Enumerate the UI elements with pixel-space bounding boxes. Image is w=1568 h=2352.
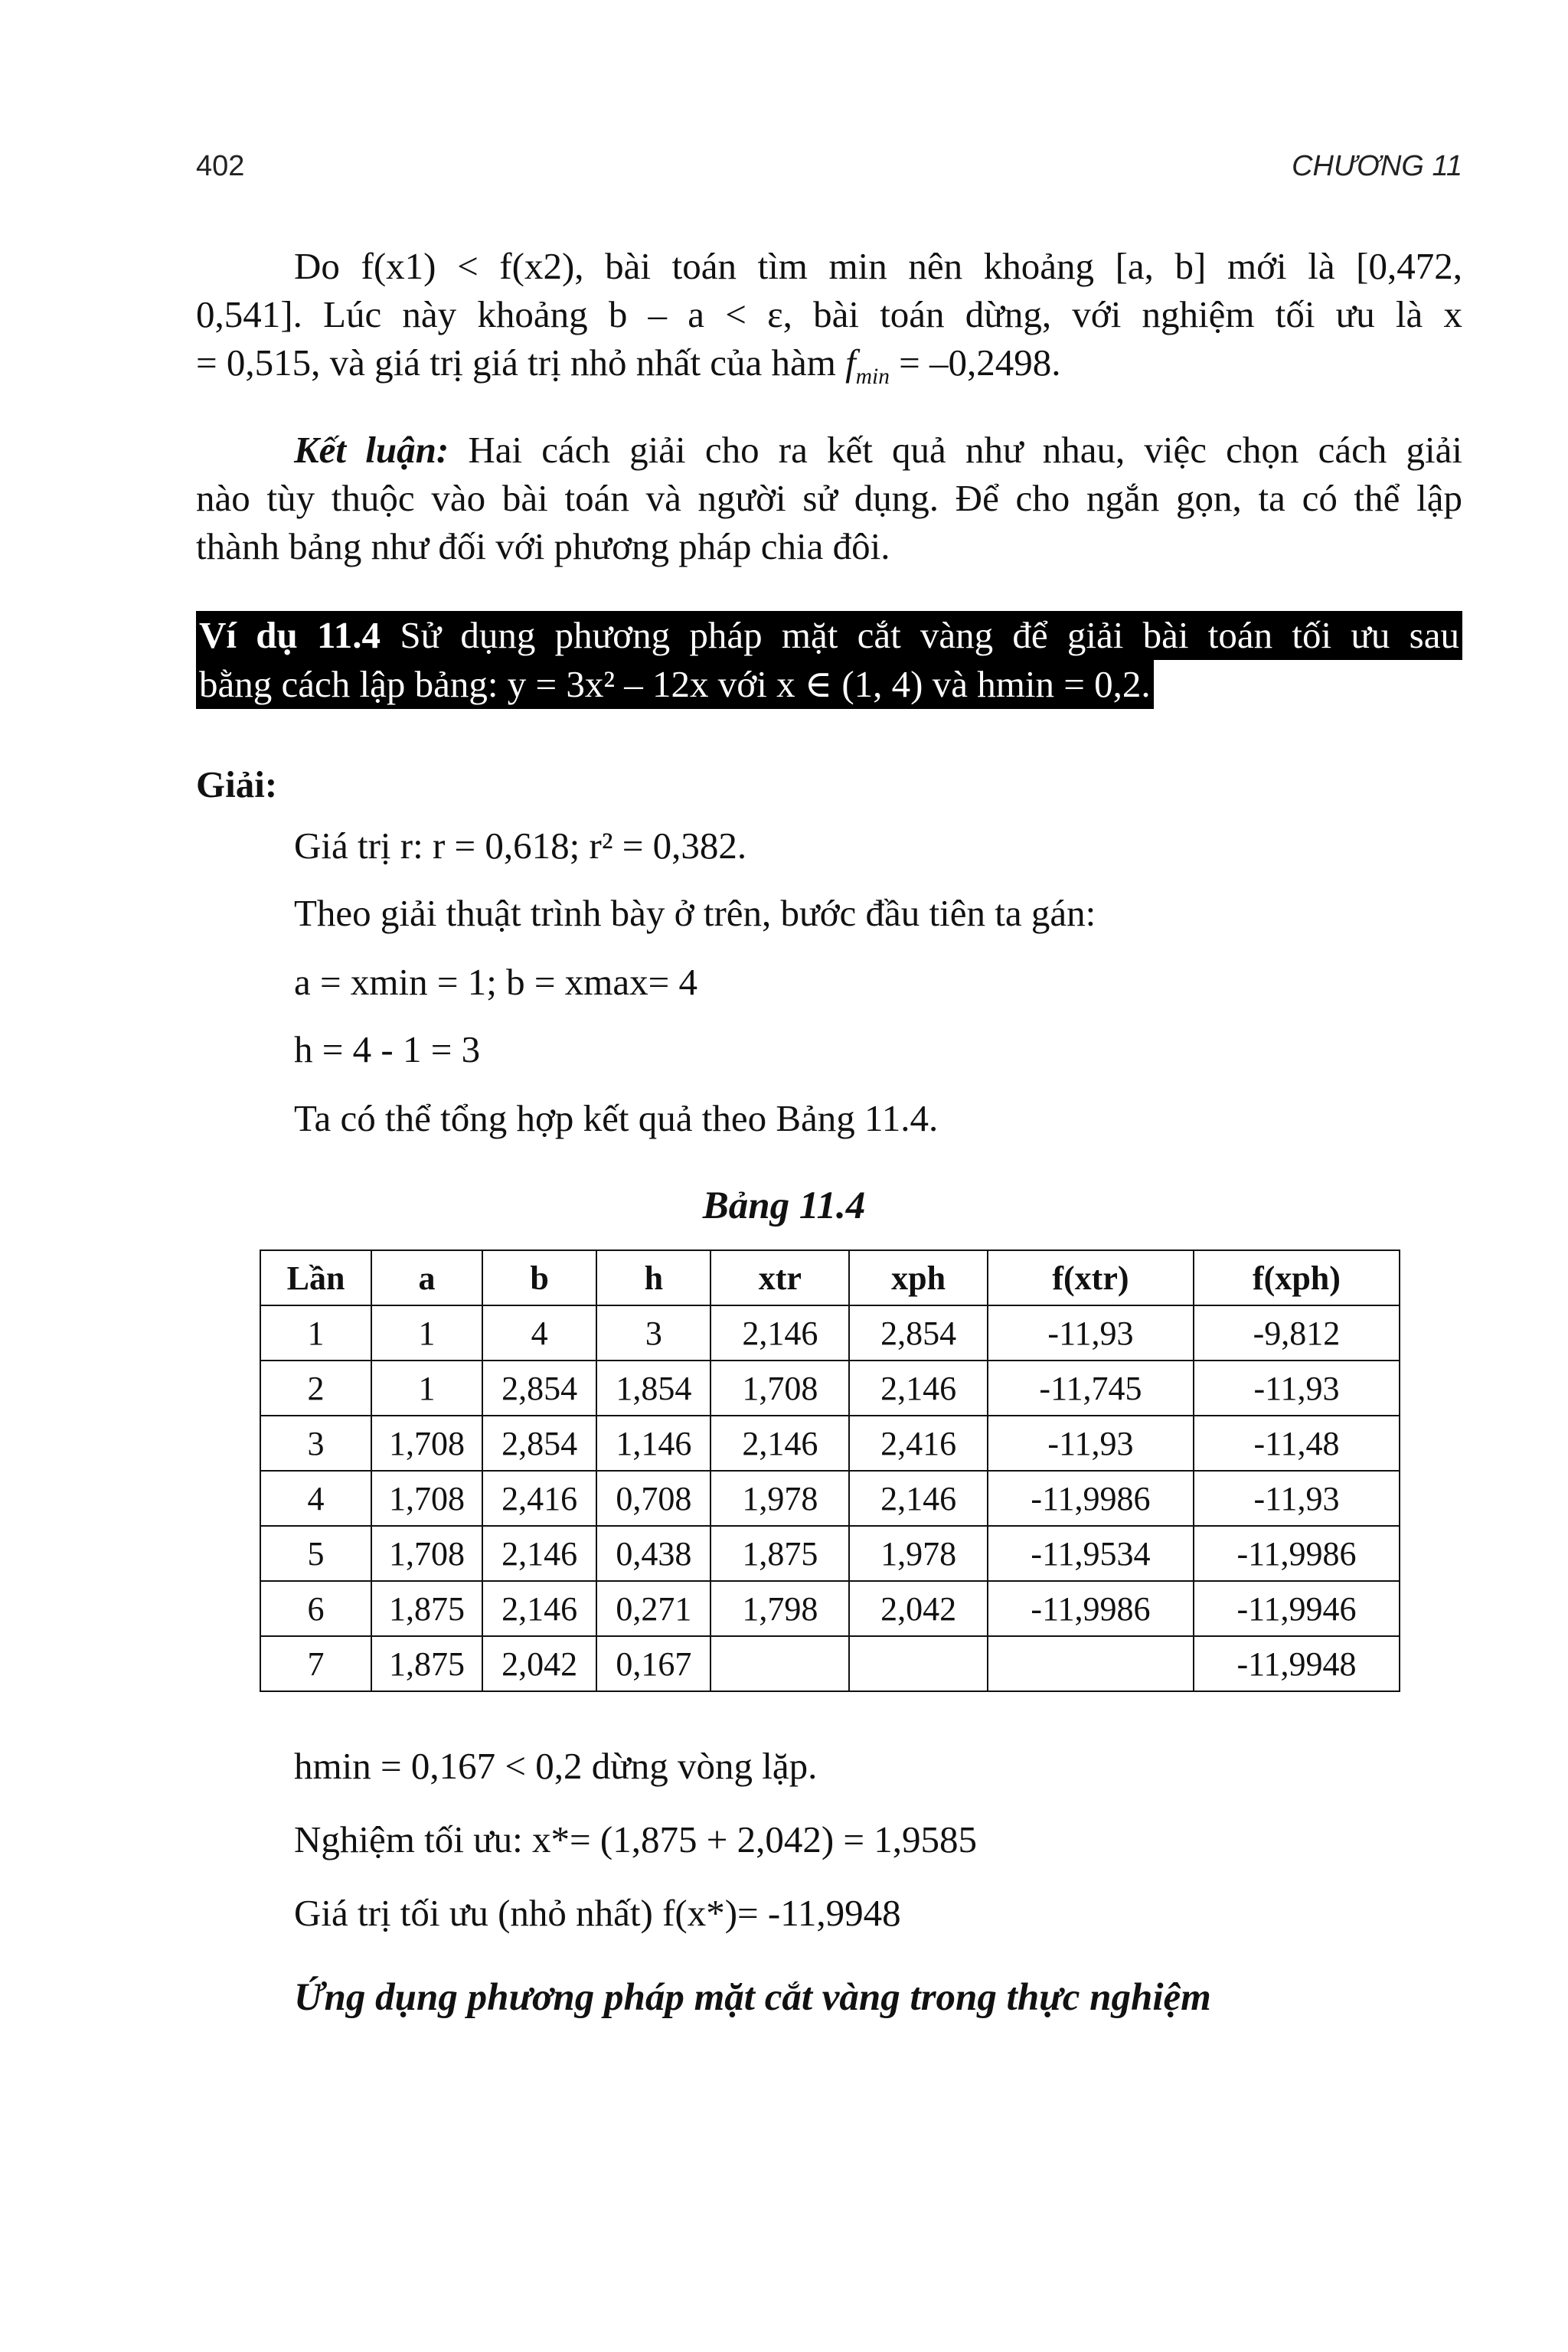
step-algorithm: Theo giải thuật trình bày ở trên, bước đầu tiên ta gán: xyxy=(294,892,1096,934)
table-cell: 6 xyxy=(260,1581,371,1636)
table-cell: 2,146 xyxy=(482,1526,596,1581)
example-line2: bằng cách lập bảng: y = 3x² – 12x với x ∈ (1, 4) và hmin = 0,2. xyxy=(196,660,1154,709)
table-cell: -11,9986 xyxy=(988,1581,1194,1636)
table-header-cell: xtr xyxy=(710,1250,849,1305)
step-assign: a = xmin = 1; b = xmax= 4 xyxy=(294,961,697,1003)
conclusion-line1: Kết luận: Hai cách giải cho ra kết quả như nhau, việc chọn cách giải xyxy=(294,429,1462,471)
table-cell: 1,708 xyxy=(710,1361,849,1416)
table-cell: 2,146 xyxy=(849,1361,988,1416)
solution-heading: Giải: xyxy=(196,763,278,805)
table-header-cell: f(xtr) xyxy=(988,1250,1194,1305)
table-row xyxy=(260,1361,1400,1416)
table-cell: 7 xyxy=(260,1636,371,1691)
table-cell: 2,146 xyxy=(849,1471,988,1526)
table-cell: 1,798 xyxy=(710,1581,849,1636)
table-cell: -11,93 xyxy=(1194,1361,1400,1416)
table-cell: -11,9948 xyxy=(1194,1636,1400,1691)
conclusion-line2: nào tùy thuộc vào bài toán và người sử dụng. Để cho ngắn gọn, ta có thể lập xyxy=(196,477,1462,519)
table-row xyxy=(260,1305,1400,1361)
table-cell: -11,93 xyxy=(1194,1471,1400,1526)
table-cell: 0,271 xyxy=(596,1581,710,1636)
table-header-cell: f(xph) xyxy=(1194,1250,1400,1305)
example-line1: Ví dụ 11.4 Sử dụng phương pháp mặt cắt vàng để giải bài toán tối ưu sau xyxy=(196,611,1462,660)
table-header-row xyxy=(260,1250,1400,1305)
table-cell xyxy=(710,1636,849,1691)
table-cell: -11,9986 xyxy=(1194,1526,1400,1581)
results-table xyxy=(260,1250,1400,1692)
table-cell: 0,167 xyxy=(596,1636,710,1691)
table-header-cell: h xyxy=(596,1250,710,1305)
table-cell: 5 xyxy=(260,1526,371,1581)
table-cell: 1,978 xyxy=(710,1471,849,1526)
table-cell: 2,854 xyxy=(849,1305,988,1361)
table-cell: 1,875 xyxy=(371,1581,482,1636)
example-box xyxy=(196,611,1462,709)
table-header-cell: b xyxy=(482,1250,596,1305)
table-cell: 2,042 xyxy=(482,1636,596,1691)
table-cell: 1 xyxy=(371,1361,482,1416)
table-cell: 2,146 xyxy=(710,1416,849,1471)
chapter-title: CHƯƠNG 11 xyxy=(1292,150,1462,182)
table-row xyxy=(260,1471,1400,1526)
step-h: h = 4 - 1 = 3 xyxy=(294,1028,481,1070)
table-cell: 1,875 xyxy=(371,1636,482,1691)
table-cell: 4 xyxy=(482,1305,596,1361)
table-cell: -11,93 xyxy=(988,1305,1194,1361)
step-r-value: Giá trị r: r = 0,618; r² = 0,382. xyxy=(294,825,747,867)
table-header-cell: a xyxy=(371,1250,482,1305)
table-cell: 0,708 xyxy=(596,1471,710,1526)
table-cell: 1,875 xyxy=(710,1526,849,1581)
table-cell: 3 xyxy=(260,1416,371,1471)
table-cell: 1,854 xyxy=(596,1361,710,1416)
table-row xyxy=(260,1526,1400,1581)
para1-line3: = 0,515, và giá trị giá trị nhỏ nhất của hàm $f_{min} = -0,2498$. xyxy=(196,341,1061,389)
table-cell: 2 xyxy=(260,1361,371,1416)
table-cell xyxy=(849,1636,988,1691)
table-cell: 1,708 xyxy=(371,1416,482,1471)
table-cell: 2,416 xyxy=(482,1471,596,1526)
table-cell: 2,146 xyxy=(710,1305,849,1361)
table-cell: 1,978 xyxy=(849,1526,988,1581)
table-cell: -11,745 xyxy=(988,1361,1194,1416)
table-title: Bảng 11.4 xyxy=(702,1184,866,1227)
table-cell: -11,48 xyxy=(1194,1416,1400,1471)
table-cell: -11,9946 xyxy=(1194,1581,1400,1636)
paragraph-result xyxy=(196,242,1462,387)
table-cell: 2,854 xyxy=(482,1416,596,1471)
paragraph-conclusion xyxy=(196,426,1462,570)
para1-line2: 0,541]. Lúc này khoảng b – a < ε, bài toán dừng, với nghiệm tối ưu là x xyxy=(196,293,1462,335)
table-cell: -9,812 xyxy=(1194,1305,1400,1361)
table-header-cell: Lần xyxy=(260,1250,371,1305)
table-header-cell: xph xyxy=(849,1250,988,1305)
result-value: Giá trị tối ưu (nhỏ nhất) f(x*)= -11,9948 xyxy=(294,1892,901,1934)
table-cell: -11,9534 xyxy=(988,1526,1194,1581)
result-hmin: hmin = 0,167 < 0,2 dừng vòng lặp. xyxy=(294,1745,818,1787)
page-number: 402 xyxy=(196,150,245,182)
table-row xyxy=(260,1636,1400,1691)
para1-line1: Do f(x1) < f(x2), bài toán tìm min nên khoảng [a, b] mới là [0,472, xyxy=(294,245,1462,287)
table-cell: 2,416 xyxy=(849,1416,988,1471)
table-row xyxy=(260,1416,1400,1471)
result-optimum: Nghiệm tối ưu: x*= (1,875 + 2,042) = 1,9585 xyxy=(294,1818,978,1860)
table-cell: 1,708 xyxy=(371,1526,482,1581)
table-cell: 4 xyxy=(260,1471,371,1526)
table-cell: 2,146 xyxy=(482,1581,596,1636)
table-cell: 2,854 xyxy=(482,1361,596,1416)
table-cell: 1,146 xyxy=(596,1416,710,1471)
table-cell: 1 xyxy=(260,1305,371,1361)
section-heading: Ứng dụng phương pháp mặt cắt vàng trong thực nghiệm xyxy=(294,1976,1211,2019)
table-cell: 2,042 xyxy=(849,1581,988,1636)
table-cell: 1 xyxy=(371,1305,482,1361)
table-cell: 1,708 xyxy=(371,1471,482,1526)
table-cell: 3 xyxy=(596,1305,710,1361)
table-cell xyxy=(988,1636,1194,1691)
table-cell: -11,9986 xyxy=(988,1471,1194,1526)
table-cell: 0,438 xyxy=(596,1526,710,1581)
conclusion-line3: thành bảng như đối với phương pháp chia đôi. xyxy=(196,525,890,567)
step-summary: Ta có thể tổng hợp kết quả theo Bảng 11.4. xyxy=(294,1097,939,1139)
table-cell: -11,93 xyxy=(988,1416,1194,1471)
table-row xyxy=(260,1581,1400,1636)
